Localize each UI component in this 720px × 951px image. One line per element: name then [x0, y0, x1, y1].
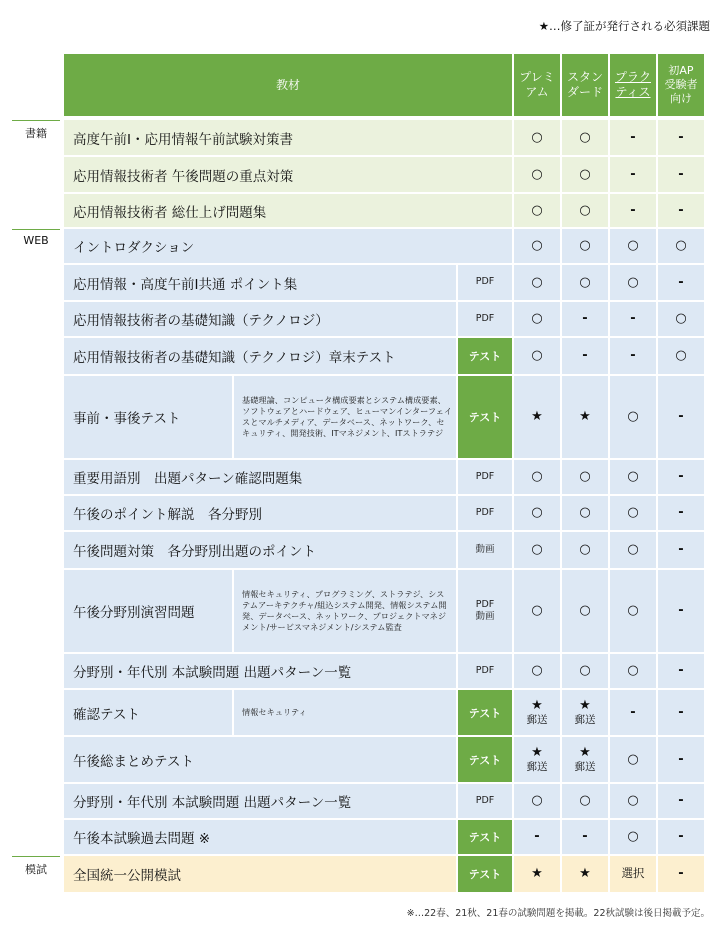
plan-mark-symbol: ○ [531, 202, 543, 218]
plan-mark-symbol: - [678, 505, 684, 521]
plan-mark [658, 376, 704, 458]
plan-mark-symbol: ○ [531, 274, 543, 290]
plan-mark [562, 496, 608, 530]
plan-mark-symbol: ○ [531, 129, 543, 145]
plan-mark-symbol: ★ [531, 409, 543, 425]
row-description: 情報セキュリティ、プログラミング、ストラテジ、システムアーキテクチャ/組込システム開発、情報システム開発、データベース、ネットワーク、プロジェクトマネジメント/サービスマネジメント/システム監査 [234, 570, 456, 652]
format-test-badge: テスト [458, 376, 512, 458]
plan-mark [514, 229, 560, 263]
plan-mark [658, 856, 704, 892]
plan-mark-symbol: ○ [531, 793, 543, 809]
plan-mark-symbol: - [678, 129, 684, 145]
plan-mark-symbol: ○ [627, 409, 639, 425]
plan-mark [562, 194, 608, 227]
format-label-1: PDF [475, 598, 495, 610]
plan-mark-symbol: - [678, 274, 684, 290]
mail-delivery-note: 郵送 [574, 714, 596, 726]
plan-mark-symbol: - [678, 829, 684, 845]
plan-mark-symbol: ○ [627, 274, 639, 290]
row-title: 応用情報技術者 午後問題の重点対策 [64, 157, 512, 192]
plan-mark [562, 820, 608, 854]
plan-mark [658, 229, 704, 263]
plan-mark-symbol: ○ [675, 348, 687, 364]
plan-mark [610, 302, 656, 336]
plan-mark [610, 229, 656, 263]
header-standard [562, 54, 608, 116]
plan-mark [514, 194, 560, 227]
header-premium-l2: アム [525, 85, 549, 99]
row-description: 基礎理論、コンピュータ構成要素とシステム構成要素、ソフトウェアとハードウェア、ヒューマンインターフェイスとマルチメディア、データベース、ネットワーク、セキュリティ、開発技術、ITマネジメント、ITストラテジ [234, 376, 456, 458]
plan-mark-symbol: ○ [579, 238, 591, 254]
plan-mark [562, 376, 608, 458]
plan-mark-symbol: - [582, 311, 588, 327]
plan-mark-symbol: ○ [579, 793, 591, 809]
plan-mark [562, 338, 608, 374]
plan-mark-symbol: 選択 [621, 866, 645, 881]
plan-mark [562, 120, 608, 155]
plan-mark-symbol: ○ [579, 663, 591, 679]
plan-mark-symbol: ○ [531, 166, 543, 182]
plan-mark-symbol: ○ [579, 469, 591, 485]
plan-mark [610, 784, 656, 818]
plan-mark [658, 654, 704, 688]
plan-mark-symbol: - [678, 793, 684, 809]
plan-mark [658, 496, 704, 530]
plan-mark-symbol: - [630, 311, 636, 327]
plan-mark-symbol: ○ [579, 274, 591, 290]
format-label-2: 動画 [475, 611, 495, 622]
plan-mark [514, 654, 560, 688]
plan-mark-symbol: ○ [627, 505, 639, 521]
row-title: 高度午前Ⅰ・応用情報午前試験対策書 [64, 120, 512, 155]
plan-mark [610, 265, 656, 300]
format-test-badge: テスト [458, 820, 512, 854]
row-title: 事前・事後テスト [64, 376, 232, 458]
row-title: 分野別・年代別 本試験問題 出題パターン一覧 [64, 784, 456, 818]
plan-mark-symbol: - [582, 348, 588, 364]
plan-mark-symbol: ○ [531, 469, 543, 485]
header-standard-l2: ダード [566, 85, 603, 99]
plan-mark-symbol: ○ [627, 663, 639, 679]
plan-mark-symbol: - [678, 542, 684, 558]
plan-mark-symbol: ○ [627, 751, 639, 767]
header-first-ap [658, 54, 704, 116]
format-label [458, 570, 512, 652]
plan-mark [658, 532, 704, 568]
plan-mark-symbol: ○ [579, 505, 591, 521]
plan-mark-symbol: - [630, 704, 636, 720]
format-label: PDF [458, 654, 512, 688]
plan-mark-symbol: ○ [627, 469, 639, 485]
plan-mark [514, 265, 560, 300]
plan-mark [658, 570, 704, 652]
plan-mark [658, 265, 704, 300]
row-title: 重要用語別 出題パターン確認問題集 [64, 460, 456, 494]
plan-mark [514, 820, 560, 854]
plan-mark [562, 157, 608, 192]
row-title: 分野別・年代別 本試験問題 出題パターン一覧 [64, 654, 456, 688]
plan-mark [514, 570, 560, 652]
plan-mark [658, 460, 704, 494]
plan-mark [610, 338, 656, 374]
plan-mark [658, 690, 704, 735]
plan-mark [658, 194, 704, 227]
plan-mark-symbol: ★ [531, 745, 543, 761]
plan-mark-symbol: ○ [579, 129, 591, 145]
plan-mark-symbol: ★ [579, 745, 591, 761]
plan-mark [610, 570, 656, 652]
header-practice-l1[interactable]: プラク [614, 70, 651, 84]
plan-mark-symbol: - [582, 829, 588, 845]
format-test-badge: テスト [458, 690, 512, 735]
plan-mark-symbol: ○ [627, 829, 639, 845]
plan-mark [610, 532, 656, 568]
row-title: 応用情報技術者の基礎知識（テクノロジ） [64, 302, 456, 336]
plan-mark-symbol: ○ [531, 505, 543, 521]
format-label: PDF [458, 302, 512, 336]
plan-mark-symbol: ○ [675, 311, 687, 327]
format-label: PDF [458, 265, 512, 300]
mail-delivery-note: 郵送 [526, 714, 548, 726]
row-title: 全国統一公開模試 [64, 856, 456, 892]
plan-mark [610, 820, 656, 854]
plan-mark [658, 338, 704, 374]
row-title: 午後問題対策 各分野別出題のポイント [64, 532, 456, 568]
header-first-ap-l2: 受験者 [664, 78, 698, 92]
plan-mark [514, 157, 560, 192]
plan-mark [610, 690, 656, 735]
plan-mark [562, 856, 608, 892]
section-mock: 模試 [12, 856, 60, 877]
plan-mark-symbol: ○ [531, 603, 543, 619]
header-practice[interactable] [610, 54, 656, 116]
plan-mark [514, 376, 560, 458]
format-label: PDF [458, 784, 512, 818]
plan-mark [610, 737, 656, 782]
format-test-badge: テスト [458, 338, 512, 374]
row-title: 確認テスト [64, 690, 232, 735]
row-title: 午後本試験過去問題 ※ [64, 820, 456, 854]
plan-mark [514, 460, 560, 494]
row-title: 応用情報技術者 総仕上げ問題集 [64, 194, 512, 227]
plan-mark [562, 737, 608, 782]
plan-mark [562, 570, 608, 652]
plan-mark [562, 302, 608, 336]
plan-mark-symbol: ○ [627, 542, 639, 558]
plan-mark [514, 737, 560, 782]
format-label: 動画 [458, 532, 512, 568]
plan-mark-symbol: - [630, 129, 636, 145]
plan-mark-symbol: ★ [579, 409, 591, 425]
plan-mark-symbol: ○ [531, 238, 543, 254]
plan-mark [610, 120, 656, 155]
plan-mark [562, 784, 608, 818]
legend-note: ★…修了証が発行される必須課題 [538, 19, 710, 33]
row-title: 午後総まとめテスト [64, 737, 456, 782]
plan-mark-symbol: - [678, 469, 684, 485]
plan-mark [610, 496, 656, 530]
plan-mark-symbol: ○ [579, 542, 591, 558]
header-premium-l1: プレミ [519, 70, 555, 84]
plan-mark [658, 820, 704, 854]
format-label: PDF [458, 496, 512, 530]
plan-mark-symbol: - [678, 166, 684, 182]
row-description: 情報セキュリティ [234, 690, 456, 735]
plan-mark [562, 265, 608, 300]
plan-mark-symbol: ○ [627, 603, 639, 619]
plan-mark [610, 856, 656, 892]
plan-mark [658, 157, 704, 192]
row-title: 応用情報・高度午前Ⅰ共通 ポイント集 [64, 265, 456, 300]
header-first-ap-l1: 初AP [668, 64, 694, 78]
plan-mark [514, 496, 560, 530]
plan-mark [514, 690, 560, 735]
row-title: 応用情報技術者の基礎知識（テクノロジ）章末テスト [64, 338, 456, 374]
plan-mark-symbol: ○ [531, 663, 543, 679]
plan-mark-symbol: - [678, 704, 684, 720]
plan-mark-symbol: ★ [531, 698, 543, 714]
format-test-badge: テスト [458, 737, 512, 782]
plan-mark-symbol: ★ [579, 866, 591, 882]
format-test-badge: テスト [458, 856, 512, 892]
plan-mark [610, 194, 656, 227]
plan-mark-symbol: ★ [531, 866, 543, 882]
format-label: PDF [458, 460, 512, 494]
plan-mark-symbol: ○ [579, 202, 591, 218]
plan-mark-symbol: ○ [627, 793, 639, 809]
plan-mark-symbol: ○ [579, 166, 591, 182]
header-practice-l2[interactable]: ティス [615, 85, 651, 99]
plan-mark-symbol: - [534, 829, 540, 845]
plan-mark [562, 690, 608, 735]
plan-mark [658, 120, 704, 155]
plan-mark [514, 856, 560, 892]
plan-mark-symbol: ○ [675, 238, 687, 254]
header-premium [514, 54, 560, 116]
plan-mark-symbol: - [678, 409, 684, 425]
plan-mark [610, 654, 656, 688]
plan-mark [514, 302, 560, 336]
plan-mark-symbol: - [678, 663, 684, 679]
plan-mark [514, 784, 560, 818]
plan-mark [658, 302, 704, 336]
plan-mark [562, 229, 608, 263]
plan-mark-symbol: - [630, 348, 636, 364]
header-standard-l1: スタン [566, 70, 603, 84]
plan-mark-symbol: - [630, 166, 636, 182]
row-title: イントロダクション [64, 229, 512, 263]
plan-mark-symbol: ○ [531, 542, 543, 558]
plan-mark [658, 737, 704, 782]
plan-mark-symbol: ○ [627, 238, 639, 254]
mail-delivery-note: 郵送 [574, 761, 596, 773]
plan-mark-symbol: ○ [531, 348, 543, 364]
footnote: ※…22春、21秋、21春の試験問題を掲載。22秋試験は後日掲載予定。 [406, 908, 710, 919]
plan-mark-symbol: - [678, 603, 684, 619]
mail-delivery-note: 郵送 [526, 761, 548, 773]
plan-mark-symbol: - [678, 202, 684, 218]
plan-mark [514, 338, 560, 374]
header-first-ap-l3: 向け [670, 91, 692, 105]
row-title: 午後分野別演習問題 [64, 570, 232, 652]
plan-mark [562, 654, 608, 688]
row-title: 午後のポイント解説 各分野別 [64, 496, 456, 530]
plan-mark-symbol: ○ [531, 311, 543, 327]
plan-mark [514, 120, 560, 155]
plan-mark-symbol: ○ [579, 603, 591, 619]
plan-mark [514, 532, 560, 568]
plan-mark-symbol: - [630, 202, 636, 218]
plan-mark [562, 460, 608, 494]
plan-mark-symbol: - [678, 751, 684, 767]
plan-mark-symbol: - [678, 866, 684, 882]
section-books: 書籍 [12, 120, 60, 141]
plan-mark [562, 532, 608, 568]
plan-mark [610, 376, 656, 458]
plan-mark [610, 460, 656, 494]
header-material: 教材 [64, 54, 512, 116]
section-web: WEB [12, 229, 60, 247]
plan-mark [658, 784, 704, 818]
plan-mark [610, 157, 656, 192]
plan-mark-symbol: ★ [579, 698, 591, 714]
